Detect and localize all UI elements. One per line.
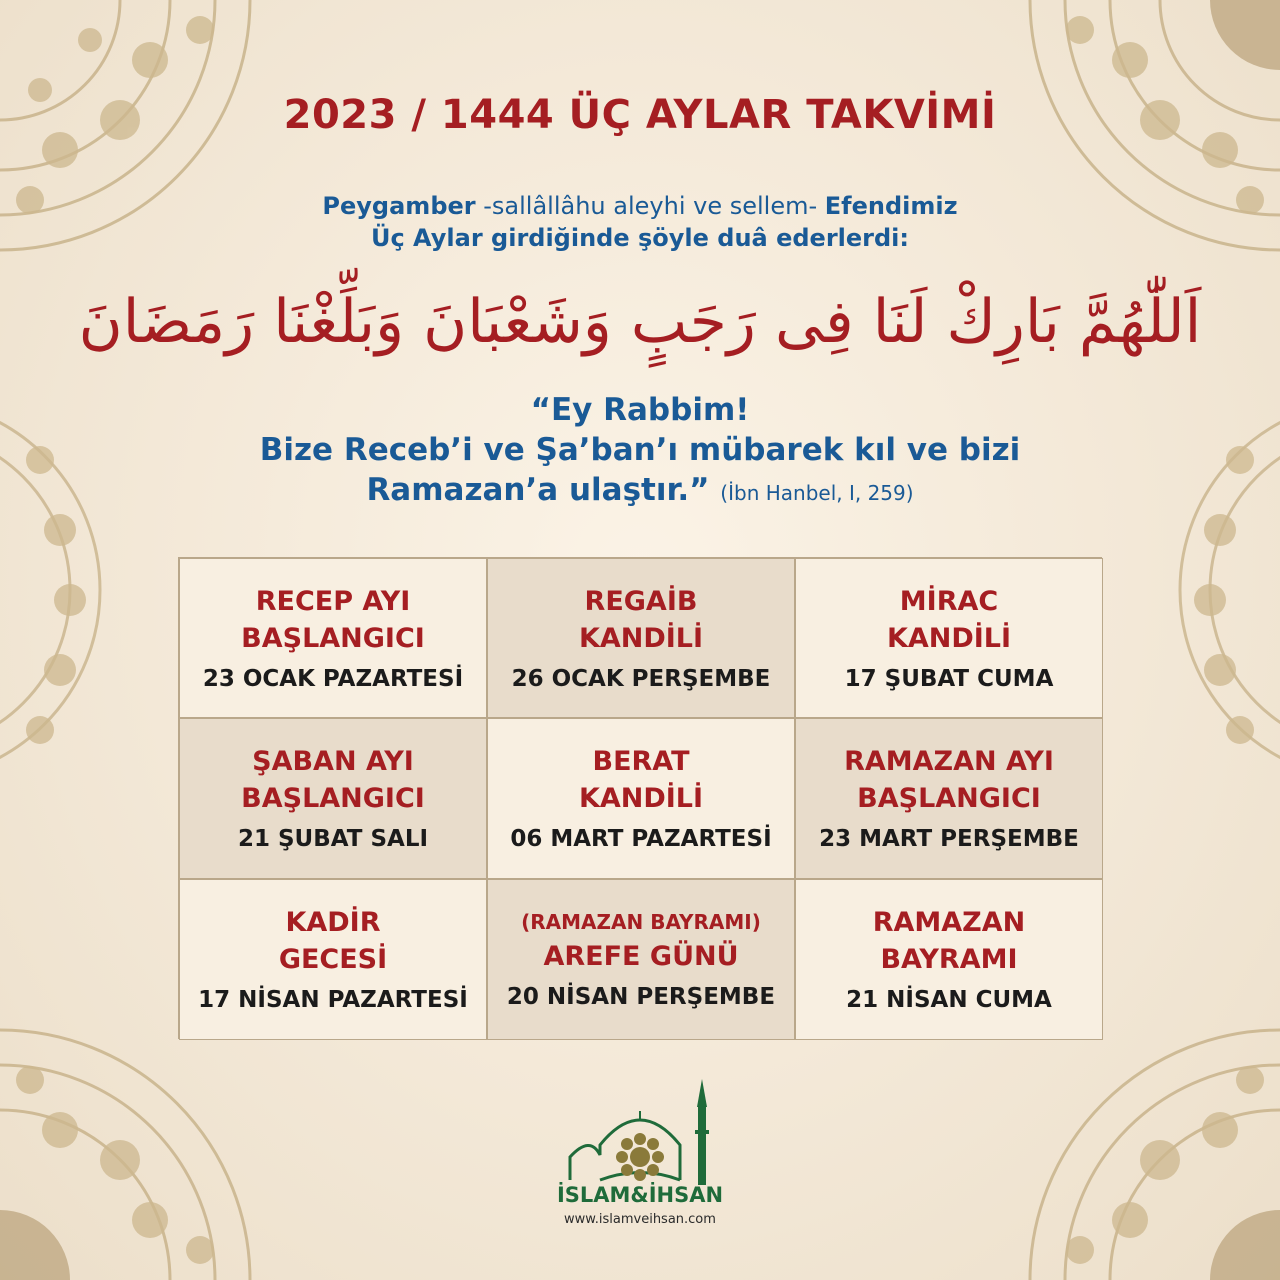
logo-name: İSLAM&İHSAN	[556, 1183, 724, 1207]
calendar-cell	[179, 718, 487, 879]
arabic-prayer: اَللّٰهُمَّ بَارِكْ لَنَا فِى رَجَبٍ وَشَعْبَانَ وَبَلِّغْنَا رَمَضَانَ	[78, 287, 1202, 357]
prayer-translation	[0, 390, 1280, 513]
calendar-cell	[795, 879, 1103, 1040]
intro-text	[0, 190, 1280, 254]
calendar-cell	[179, 558, 487, 718]
intro-middle: -sallâllâhu aleyhi ve sellem-	[483, 192, 818, 220]
calendar-cell	[487, 718, 795, 879]
event-name: RECEP AYI BAŞLANGICI	[241, 585, 425, 654]
event-date: 26 OCAK PERŞEMBE	[511, 665, 771, 692]
event-name: ŞABAN AYI BAŞLANGICI	[241, 746, 425, 814]
bottom-right-ornament	[980, 1000, 1280, 1280]
event-date: 20 NİSAN PERŞEMBE	[506, 983, 776, 1010]
event-name: KADİR GECESİ	[278, 907, 388, 975]
event-date: 21 NİSAN CUMA	[846, 987, 1052, 1013]
event-date: 23 OCAK PAZARTESİ	[202, 665, 464, 692]
event-date: 21 ŞUBAT SALI	[237, 826, 429, 852]
top-left-ornament	[0, 0, 300, 300]
quote-line-1: “Ey Rabbim!	[530, 392, 750, 428]
intro-bold-2: Efendimiz	[824, 192, 958, 220]
event-date: 23 MART PERŞEMBE	[819, 826, 1079, 852]
quote-line-2: Bize Receb’i ve Şa’ban’ı mübarek kıl ve bizi	[259, 432, 1021, 468]
page-title: 2023 / 1444 ÜÇ AYLAR TAKVİMİ	[283, 92, 997, 138]
event-name: MİRAC KANDİLİ	[886, 585, 1012, 654]
event-date: 17 NİSAN PAZARTESİ	[198, 987, 468, 1013]
website-link[interactable]: www.islamveihsan.com	[564, 1212, 716, 1227]
calendar-cell	[795, 718, 1103, 879]
quote-line-3	[0, 470, 1280, 513]
event-name: AREFE GÜNÜ	[543, 940, 739, 972]
quote-line-3-text: Ramazan’a ulaştır.”	[366, 472, 710, 508]
event-name: REGAİB KANDİLİ	[578, 585, 704, 654]
calendar-cell	[795, 558, 1103, 718]
event-name: RAMAZAN AYI BAŞLANGICI	[844, 746, 1054, 814]
mosque-logo-icon	[560, 1075, 720, 1235]
intro-bold-1: Peygamber	[322, 192, 476, 220]
event-name: BERAT KANDİLİ	[578, 746, 704, 814]
intro-line-1	[0, 190, 1280, 222]
quote-source: (İbn Hanbel, I, 259)	[720, 481, 914, 505]
calendar-cell	[179, 879, 487, 1040]
event-name: RAMAZAN BAYRAMI	[872, 907, 1026, 975]
top-right-ornament	[980, 0, 1280, 300]
event-date: 17 ŞUBAT CUMA	[844, 665, 1054, 692]
bottom-left-ornament	[0, 1000, 300, 1280]
calendar-grid	[178, 557, 1102, 1039]
calendar-cell	[487, 879, 795, 1040]
intro-line-2: Üç Aylar girdiğinde şöyle duâ ederlerdi:	[370, 224, 909, 252]
event-prefix: (RAMAZAN BAYRAMI)	[521, 909, 761, 934]
event-date: 06 MART PAZARTESİ	[510, 826, 772, 852]
calendar-cell	[487, 558, 795, 718]
